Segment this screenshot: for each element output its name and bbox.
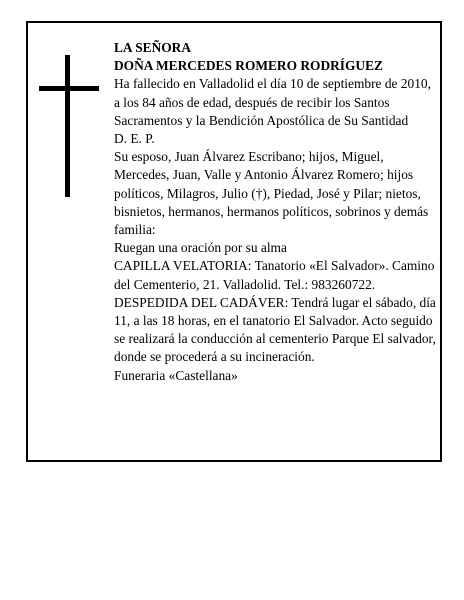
obituary-notice	[26, 21, 442, 462]
prayer-request: Ruegan una oración por su alma	[114, 240, 287, 256]
funeral-home: Funeraria «Castellana»	[114, 367, 238, 383]
death-announcement: Ha fallecido en Valladolid el día 10 de septiembre de 2010, a los 84 años de edad, después de recibir los Santos Sacramentos y la Bendición Apostólica de Su Santidad	[114, 76, 431, 128]
chapel-info: CAPILLA VELATORIA: Tanatorio «El Salvador». Camino del Cementerio, 21. Valladolid. Tel.: 983260722.	[114, 258, 435, 292]
deceased-name: DOÑA MERCEDES ROMERO RODRÍGUEZ	[114, 58, 383, 74]
cross-horizontal-bar	[39, 86, 99, 91]
rip-abbreviation: D. E. P.	[114, 131, 155, 147]
farewell-info: DESPEDIDA DEL CADÁVER: Tendrá lugar el sábado, día 11, a las 18 horas, en el tanatorio El Salvador. Acto seguido se realizará la conducción al cementerio Parque El salvador, donde se procederá a su incineración.	[114, 294, 436, 365]
notice-text	[114, 39, 436, 385]
latin-cross-icon	[39, 55, 99, 197]
cross-vertical-bar	[65, 55, 70, 197]
family-list: Su esposo, Juan Álvarez Escribano; hijos, Miguel, Mercedes, Juan, Valle y Antonio Álvarez Romero; hijos políticos, Milagros, Julio (†), Piedad, José y Pilar; nietos, bisnietos, hermanos, hermanos políticos, sobrinos y demás familia:	[114, 149, 429, 238]
notice-title-line1: LA SEÑORA	[114, 40, 192, 55]
